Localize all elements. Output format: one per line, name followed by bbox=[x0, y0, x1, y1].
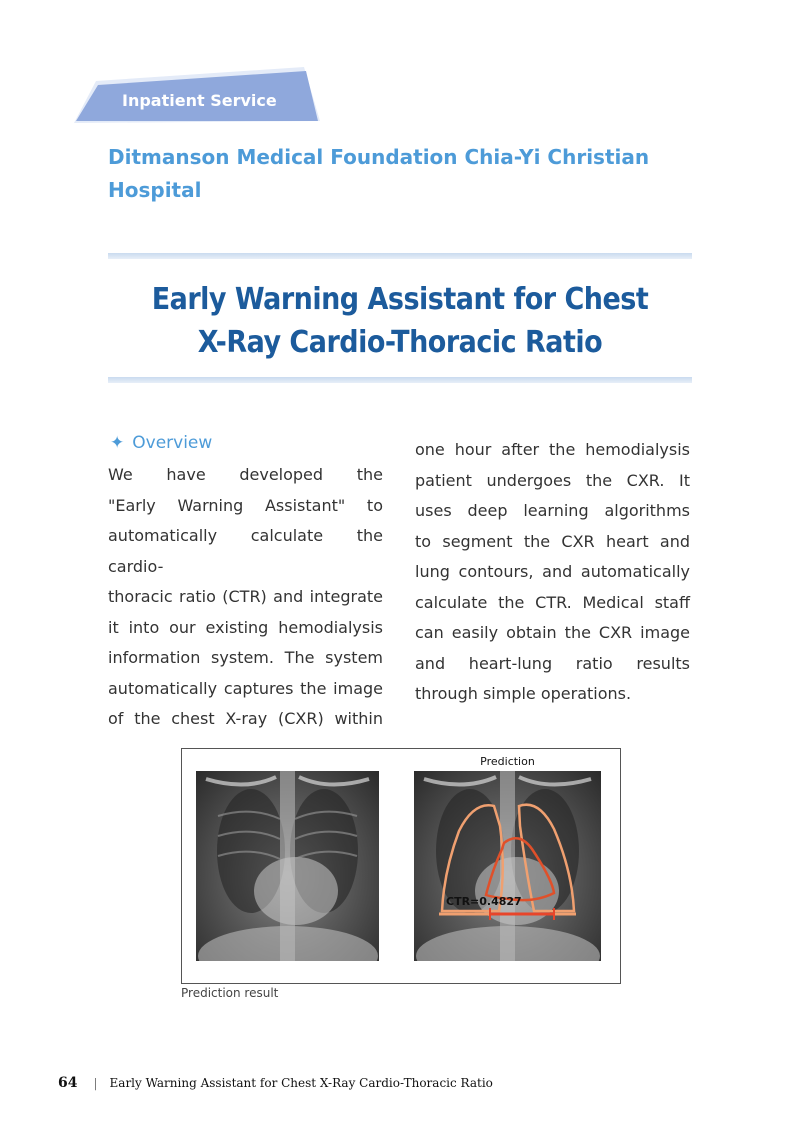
text-line: can easily obtain the CXR image bbox=[415, 623, 690, 642]
text-line: thoracic ratio (CTR) and integrate bbox=[108, 587, 383, 606]
text-line: automatically captures the image bbox=[108, 678, 383, 698]
overview-column-right bbox=[415, 435, 690, 710]
text-line: calculate the CTR. Medical staff bbox=[415, 592, 690, 612]
hospital-name: Ditmanson Medical Foundation Chia-Yi Christian Hospital bbox=[108, 145, 650, 202]
text-line: "Early Warning Assistant" to bbox=[108, 495, 383, 515]
section-tag-label: Inpatient Service bbox=[122, 91, 277, 110]
chest-xray-original bbox=[196, 771, 379, 961]
figure-caption: Prediction result bbox=[181, 986, 279, 1000]
text-line: uses deep learning algorithms bbox=[415, 501, 690, 520]
title-rule-top bbox=[108, 253, 692, 259]
text-line: information system. The system bbox=[108, 648, 383, 667]
sparkle-icon: ✦ bbox=[110, 433, 125, 453]
page-title bbox=[108, 278, 692, 364]
ctr-label: CTR=0.4827 bbox=[446, 895, 522, 908]
text-line: and heart-lung ratio results bbox=[415, 653, 690, 673]
text-line: We have developed the bbox=[108, 465, 383, 484]
prediction-overlay bbox=[414, 771, 601, 961]
text-line: one hour after the hemodialysis bbox=[415, 440, 690, 459]
text-line: to segment the CXR heart and bbox=[415, 531, 690, 551]
chest-xray-drawing bbox=[196, 771, 379, 961]
text-line: through simple operations. bbox=[415, 684, 632, 703]
text-line: it into our existing hemodialysis bbox=[108, 617, 383, 637]
prediction-panel-title: Prediction bbox=[480, 755, 535, 768]
running-title: Early Warning Assistant for Chest X-Ray Cardio-Thoracic Ratio bbox=[109, 1076, 493, 1090]
page-number: 64 bbox=[58, 1075, 78, 1091]
section-tag bbox=[74, 67, 320, 123]
text-line: of the chest X-ray (CXR) within bbox=[108, 709, 383, 728]
overview-heading bbox=[110, 433, 212, 453]
chest-xray-prediction bbox=[414, 771, 601, 961]
title-line-1: Early Warning Assistant for Chest bbox=[151, 282, 649, 317]
footer-separator: | bbox=[93, 1076, 98, 1090]
page-footer bbox=[58, 1075, 493, 1091]
text-line: automatically calculate the cardio- bbox=[108, 526, 383, 576]
title-line-2: X-Ray Cardio-Thoracic Ratio bbox=[197, 325, 603, 360]
prediction-figure bbox=[181, 748, 621, 984]
title-rule-bottom bbox=[108, 377, 692, 383]
text-line: lung contours, and automatically bbox=[415, 562, 690, 581]
text-line: patient undergoes the CXR. It bbox=[415, 470, 690, 490]
overview-heading-label: Overview bbox=[132, 433, 213, 453]
overview-column-left bbox=[108, 460, 383, 735]
